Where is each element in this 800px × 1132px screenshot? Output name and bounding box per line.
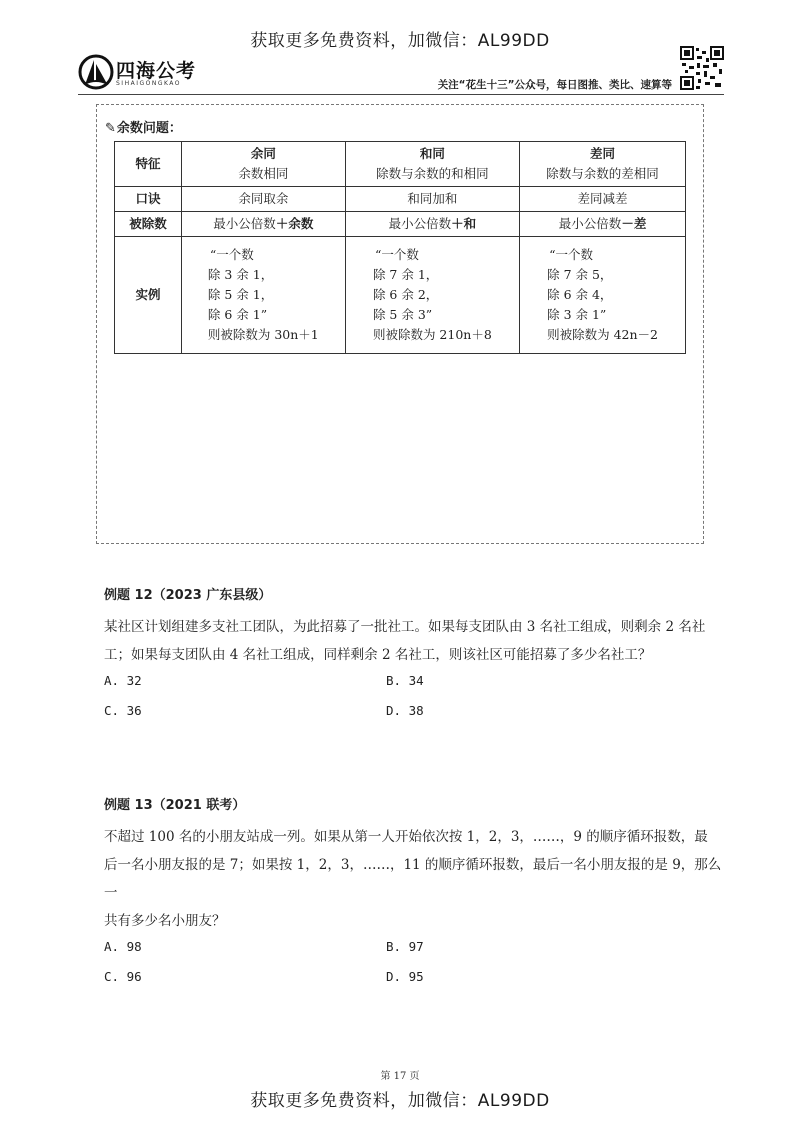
- table-cell: 差同 除数与余数的差相同: [520, 142, 686, 187]
- table-row: [115, 142, 686, 187]
- table-cell: “一个数 除 7 余 1， 除 6 余 2， 除 5 余 3” 则被除数为 210n＋8: [345, 237, 519, 354]
- header-divider: [78, 94, 724, 95]
- row-header: 实例: [115, 237, 182, 354]
- example-13: [104, 794, 724, 999]
- brand-subtitle: SIHAIGONGKAO: [116, 80, 182, 87]
- table-row: [115, 237, 686, 354]
- page-number: 第 17 页: [380, 1071, 420, 1082]
- row-header: 特征: [115, 142, 182, 187]
- table-cell: 余同 余数相同: [182, 142, 346, 187]
- problem-text: 某社区计划组建多支社工团队，为此招募了一批社工。如果每支团队由 3 名社工组成，则剩余 2 名社 工；如果每支团队由 4 名社工组成，同样剩余 2 名社工，则该社区可能招募了多少名社工？: [104, 619, 706, 663]
- option-d[interactable]: D. 95: [386, 969, 424, 984]
- pencil-icon: ✎: [105, 121, 116, 136]
- option-a[interactable]: A. 32: [104, 673, 142, 688]
- option-b[interactable]: B. 97: [386, 939, 424, 954]
- table-cell: 最小公倍数＋余数: [182, 212, 346, 237]
- table-cell: 和同加和: [345, 187, 519, 212]
- summary-box: [96, 104, 704, 544]
- table-cell: 和同 除数与余数的和相同: [345, 142, 519, 187]
- table-cell: 余同取余: [182, 187, 346, 212]
- brand-logo: [78, 54, 208, 90]
- top-banner: 获取更多免费资料，加微信：AL99DD: [250, 31, 550, 51]
- brand-name: 四海公考: [116, 60, 197, 82]
- option-c[interactable]: C. 96: [104, 969, 142, 984]
- page-header: [78, 52, 724, 92]
- table-cell: 最小公倍数＋和: [345, 212, 519, 237]
- table-cell: 差同减差: [520, 187, 686, 212]
- option-list: [104, 939, 724, 999]
- table-cell: “一个数 除 3 余 1， 除 5 余 1， 除 6 余 1” 则被除数为 30n＋1: [182, 237, 346, 354]
- header-slogan: 关注“花生十三”公众号，每日图推、类比、速算等: [437, 79, 672, 91]
- example-12: [104, 584, 724, 733]
- table-cell: “一个数 除 7 余 5， 除 6 余 4， 除 3 余 1” 则被除数为 42n－2: [520, 237, 686, 354]
- qr-code-icon: [680, 46, 724, 90]
- bottom-banner: 获取更多免费资料，加微信：AL99DD: [250, 1091, 550, 1111]
- option-a[interactable]: A. 98: [104, 939, 142, 954]
- summary-title: ✎余数问题：: [105, 121, 182, 136]
- table-cell: 最小公倍数－差: [520, 212, 686, 237]
- option-c[interactable]: C. 36: [104, 703, 142, 718]
- problem-title: 例题 13（2021 联考）: [104, 798, 246, 813]
- problem-title: 例题 12（2023 广东县级）: [104, 588, 272, 603]
- option-list: [104, 673, 724, 733]
- table-row: [115, 187, 686, 212]
- row-header: 被除数: [115, 212, 182, 237]
- option-b[interactable]: B. 34: [386, 673, 424, 688]
- option-d[interactable]: D. 38: [386, 703, 424, 718]
- table-row: [115, 212, 686, 237]
- row-header: 口诀: [115, 187, 182, 212]
- sail-logo-icon: [78, 54, 114, 90]
- problem-text: 不超过 100 名的小朋友站成一列。如果从第一人开始依次按 1，2，3，……，9 的顺序循环报数，最 后一名小朋友报的是 7；如果按 1，2，3，……，11 的顺序循环报数，最后一名小朋友报的是 9，那么一 共有多少名小朋友？: [104, 829, 722, 929]
- remainder-table: [114, 141, 686, 354]
